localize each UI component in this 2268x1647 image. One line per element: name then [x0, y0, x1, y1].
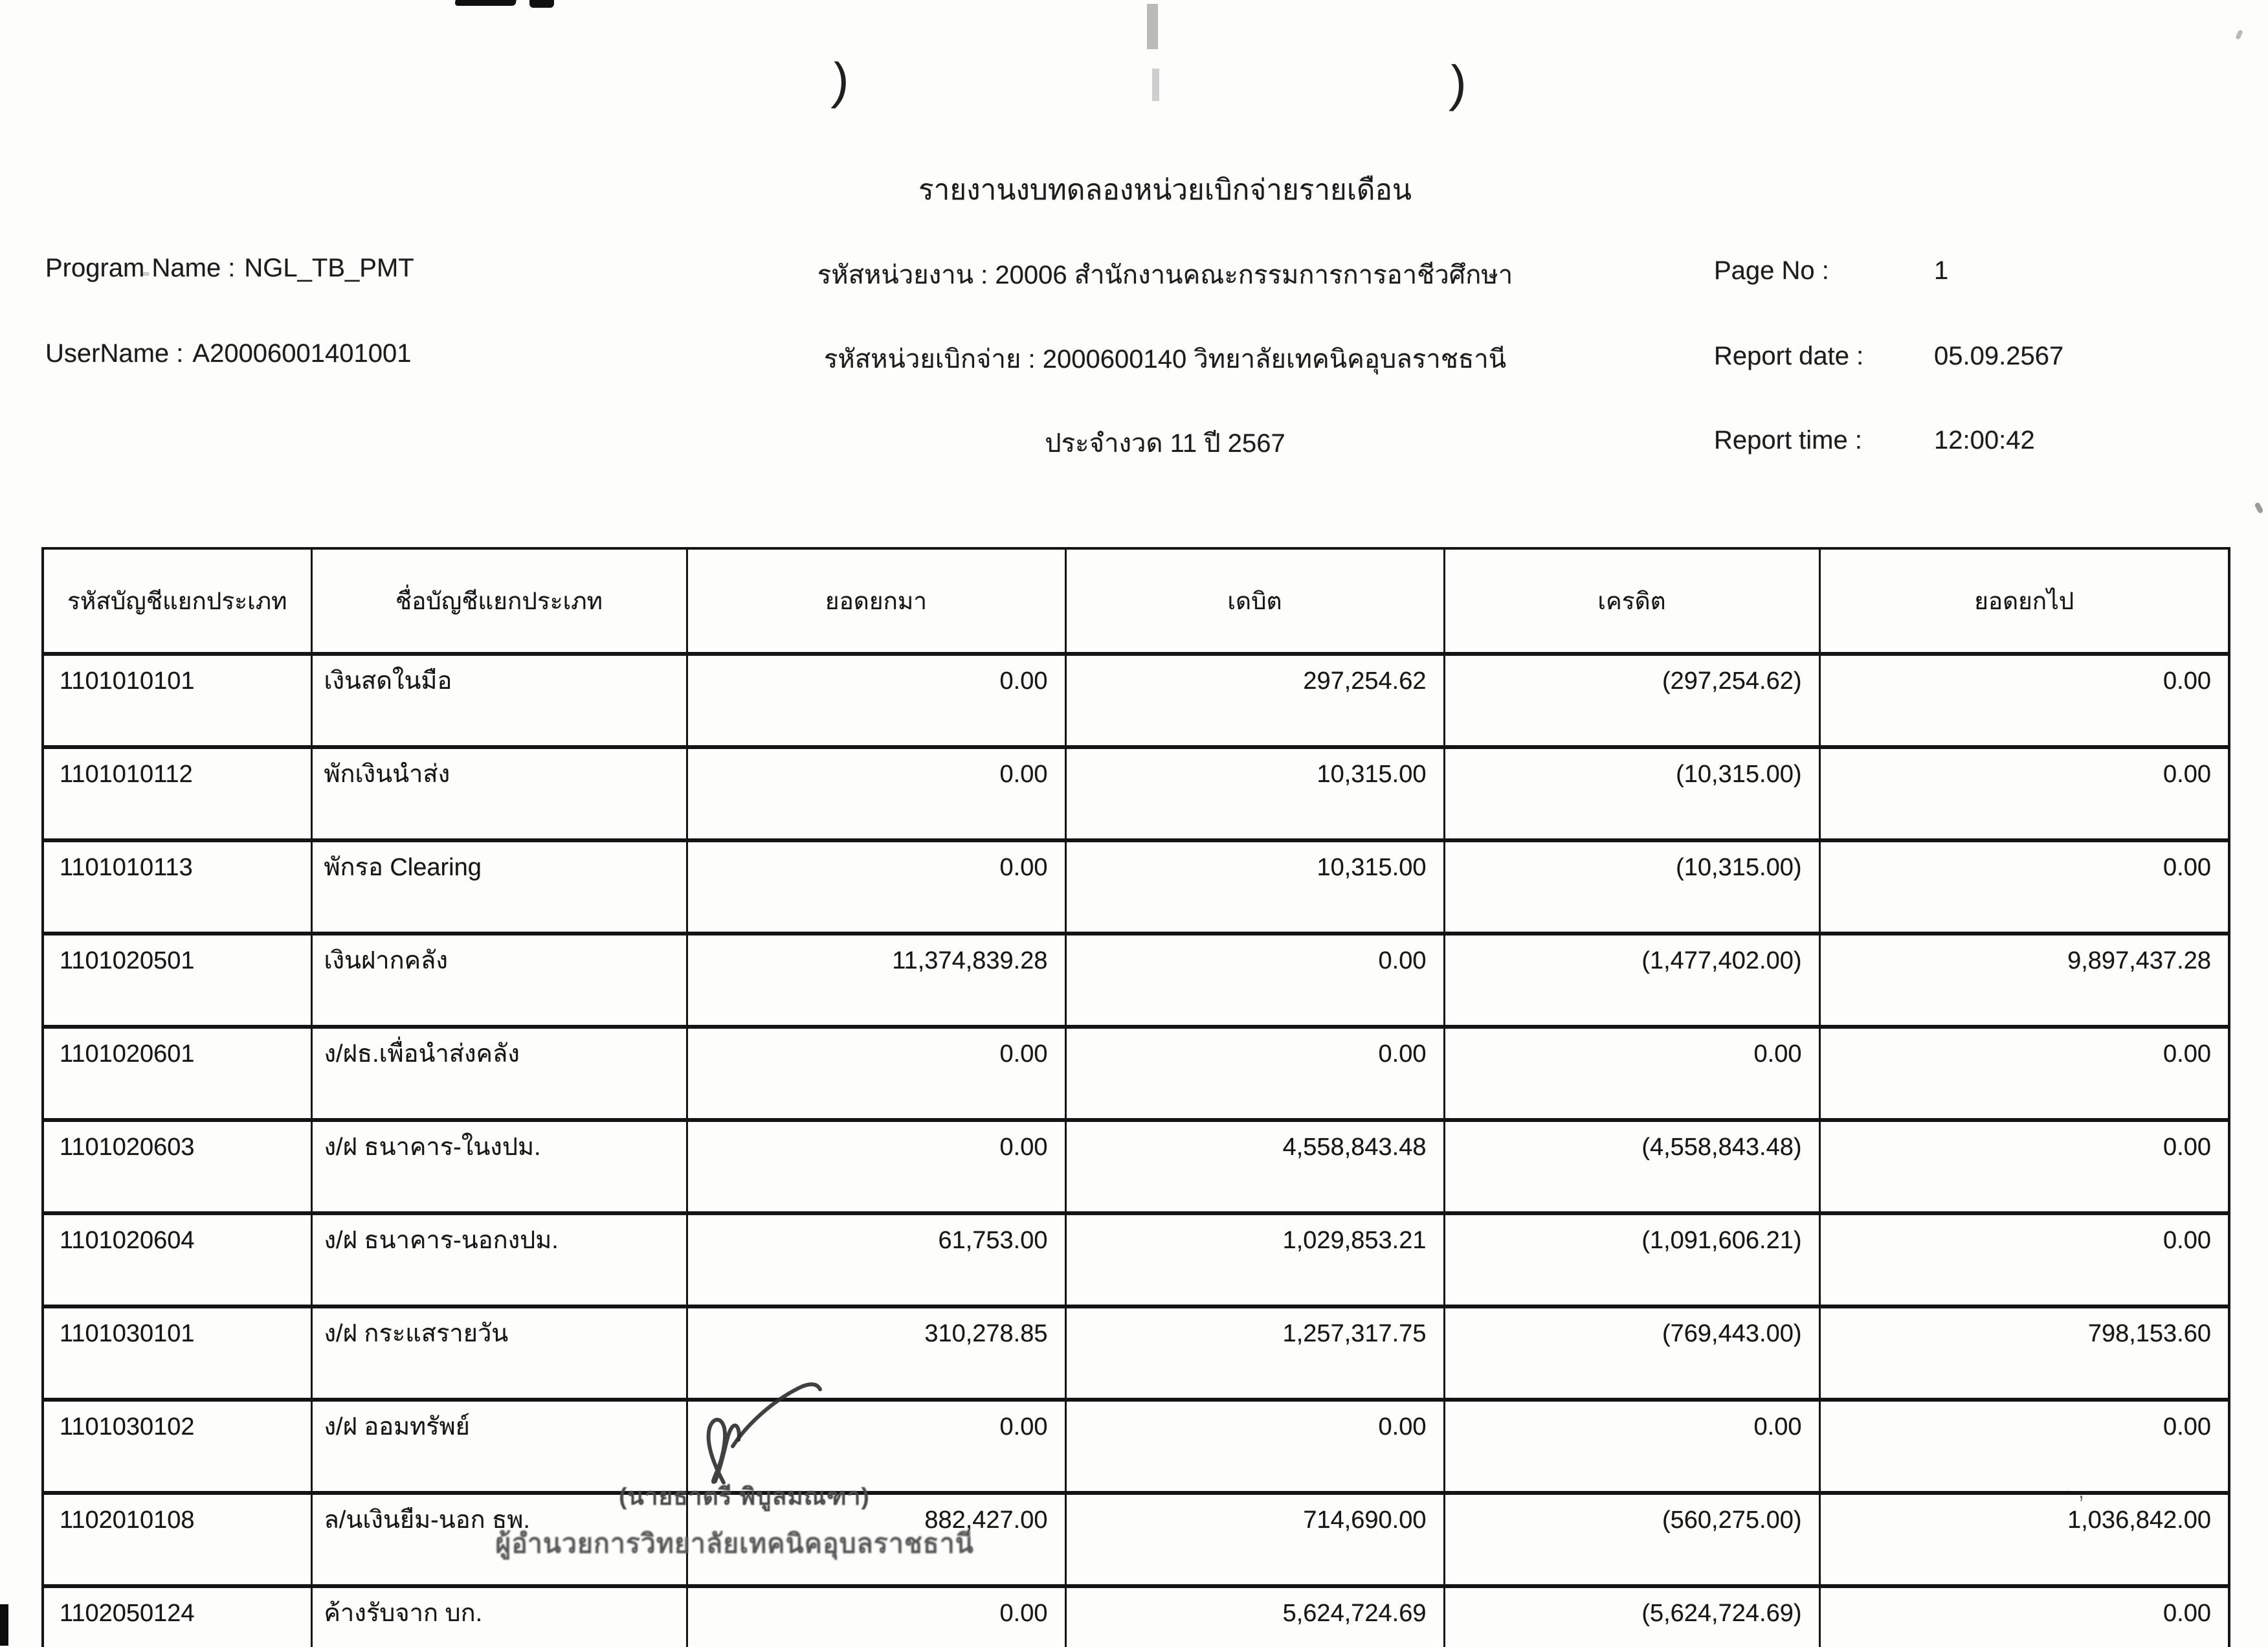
cell-account-name: เงินฝากคลัง [311, 934, 687, 1027]
column-header-account-name: ชื่อบัญชีแยกประเภท [311, 548, 687, 654]
scan-artifact-grey-dash [1152, 69, 1159, 101]
scan-artifact-top-bar-1 [454, 0, 517, 6]
disbursement-unit-line: รหัสหน่วยเบิกจ่าย : 2000600140 วิทยาลัยเทคนิคอุบลราชธานี [823, 345, 1507, 374]
cell-account-name: เงินสดในมือ [311, 654, 687, 747]
cell-ending-balance: 9,897,437.28 [1819, 934, 2229, 1027]
cell-credit: (10,315.00) [1444, 840, 1819, 934]
cell-account-name: ล/นเงินยืม-นอก ธพ. [311, 1493, 687, 1586]
table-row [43, 747, 2229, 840]
cell-account-name: ง/ฝ ธนาคาร-ในงปม. [311, 1120, 687, 1213]
signatory-name: (นายธาตรี พิบูลมณฑา) [619, 1483, 870, 1510]
scan-artifact-speck-1: · , [2065, 1479, 2085, 1503]
scan-artifact-grey-bar [1147, 4, 1158, 49]
report-time-label: Report time : [1714, 426, 1862, 454]
table-header-row [43, 548, 2229, 654]
scan-artifact-speck-2 [2235, 29, 2243, 40]
cell-ending-balance: 0.00 [1819, 654, 2229, 747]
cell-ending-balance: 0.00 [1819, 1213, 2229, 1306]
cell-account-code: 1102010108 [43, 1493, 311, 1586]
cell-account-name: ง/ฝ ธนาคาร-นอกงปม. [311, 1213, 687, 1306]
cell-account-name: พักเงินนำส่ง [311, 747, 687, 840]
cell-account-code: 1101010101 [43, 654, 311, 747]
cell-carry-forward: 310,278.85 [687, 1306, 1065, 1400]
cell-carry-forward: 11,374,839.28 [687, 934, 1065, 1027]
cell-credit: (4,558,843.48) [1444, 1120, 1819, 1213]
column-header-account-code: รหัสบัญชีแยกประเภท [43, 548, 311, 654]
table-row [43, 1213, 2229, 1306]
cell-debit: 0.00 [1065, 1400, 1444, 1493]
cell-carry-forward: 882,427.00 [687, 1493, 1065, 1586]
table-row [43, 1027, 2229, 1120]
report-date-value: 05.09.2567 [1934, 342, 2064, 370]
page-no-line [1714, 256, 2232, 286]
cell-ending-balance: 0.00 [1819, 1586, 2229, 1647]
cell-debit: 0.00 [1065, 1027, 1444, 1120]
cell-ending-balance: 0.00 [1819, 1027, 2229, 1120]
cell-account-code: 1101030102 [43, 1400, 311, 1493]
agency-code-line: รหัสหน่วยงาน : 20006 สำนักงานคณะกรรมการการอาชีวศึกษา [817, 261, 1513, 289]
cell-account-code: 1101020604 [43, 1213, 311, 1306]
page-no-value: 1 [1934, 256, 1949, 285]
cell-carry-forward: 0.00 [687, 840, 1065, 934]
table-row [43, 1120, 2229, 1213]
cell-carry-forward: 0.00 [687, 1400, 1065, 1493]
cell-account-name: ค้างรับจาก บก. [311, 1586, 687, 1647]
username-label: UserName : [45, 339, 184, 368]
cell-carry-forward: 61,753.00 [687, 1213, 1065, 1306]
scan-artifact-top-bar-2 [529, 0, 554, 8]
scan-artifact-paren-right: ) [1448, 54, 1469, 113]
table-body [43, 654, 2229, 1647]
program-name-line [45, 254, 414, 283]
username-line [45, 339, 412, 368]
scan-artifact-speck-3 [2254, 502, 2263, 514]
column-header-ending-balance: ยอดยกไป [1819, 548, 2229, 654]
scan-artifact-corner-bar [0, 1604, 8, 1646]
cell-account-code: 1101010113 [43, 840, 311, 934]
cell-credit: (560,275.00) [1444, 1493, 1819, 1586]
cell-debit: 10,315.00 [1065, 747, 1444, 840]
report-time-value: 12:00:42 [1934, 426, 2035, 454]
cell-debit: 297,254.62 [1065, 654, 1444, 747]
cell-account-name: ง/ฝ ออมทรัพย์ [311, 1400, 687, 1493]
table-row [43, 1306, 2229, 1400]
cell-account-code: 1101020501 [43, 934, 311, 1027]
report-date-line [1714, 342, 2232, 371]
table-row [43, 1493, 2229, 1586]
cell-account-code: 1101020603 [43, 1120, 311, 1213]
cell-debit: 10,315.00 [1065, 840, 1444, 934]
cell-debit: 5,624,724.69 [1065, 1586, 1444, 1647]
cell-credit: (1,091,606.21) [1444, 1213, 1819, 1306]
cell-credit: 0.00 [1444, 1027, 1819, 1120]
trial-balance-table [41, 547, 2230, 1647]
cell-carry-forward: 0.00 [687, 1120, 1065, 1213]
cell-ending-balance: 0.00 [1819, 840, 2229, 934]
cell-ending-balance: 0.00 [1819, 747, 2229, 840]
table-row [43, 840, 2229, 934]
report-title: รายงานงบทดลองหน่วยเบิกจ่ายรายเดือน [918, 174, 1412, 206]
cell-carry-forward: 0.00 [687, 1027, 1065, 1120]
column-header-credit: เครดิต [1444, 548, 1819, 654]
table-row [43, 1586, 2229, 1647]
cell-debit: 0.00 [1065, 934, 1444, 1027]
cell-ending-balance: 1,036,842.00 [1819, 1493, 2229, 1586]
scan-artifact-paren-left: ) [830, 52, 852, 110]
signatory-title: ผู้อำนวยการวิทยาลัยเทคนิคอุบลราชธานี [495, 1529, 974, 1558]
cell-account-code: 1101030101 [43, 1306, 311, 1400]
cell-ending-balance: 0.00 [1819, 1400, 2229, 1493]
cell-debit: 1,257,317.75 [1065, 1306, 1444, 1400]
cell-credit: (5,624,724.69) [1444, 1586, 1819, 1647]
cell-carry-forward: 0.00 [687, 654, 1065, 747]
program-name-label: Program Name : [45, 254, 236, 282]
cell-account-name: ง/ฝธ.เพื่อนำส่งคลัง [311, 1027, 687, 1120]
cell-carry-forward: 0.00 [687, 747, 1065, 840]
table-row [43, 1400, 2229, 1493]
period-line: ประจำงวด 11 ปี 2567 [1045, 429, 1285, 458]
column-header-debit: เดบิต [1065, 548, 1444, 654]
program-name-value: NGL_TB_PMT [244, 254, 414, 282]
report-date-label: Report date : [1714, 342, 1864, 370]
cell-account-code: 1102050124 [43, 1586, 311, 1647]
cell-credit: (769,443.00) [1444, 1306, 1819, 1400]
cell-debit: 1,029,853.21 [1065, 1213, 1444, 1306]
cell-debit: 4,558,843.48 [1065, 1120, 1444, 1213]
column-header-carry-forward: ยอดยกมา [687, 548, 1065, 654]
report-time-line [1714, 426, 2232, 455]
cell-ending-balance: 798,153.60 [1819, 1306, 2229, 1400]
username-value: A20006001401001 [192, 339, 412, 368]
cell-account-name: ง/ฝ กระแสรายวัน [311, 1306, 687, 1400]
table-row [43, 654, 2229, 747]
cell-credit: 0.00 [1444, 1400, 1819, 1493]
cell-credit: (10,315.00) [1444, 747, 1819, 840]
cell-account-name: พักรอ Clearing [311, 840, 687, 934]
cell-account-code: 1101010112 [43, 747, 311, 840]
cell-credit: (297,254.62) [1444, 654, 1819, 747]
cell-carry-forward: 0.00 [687, 1586, 1065, 1647]
cell-debit: 714,690.00 [1065, 1493, 1444, 1586]
cell-account-code: 1101020601 [43, 1027, 311, 1120]
table-row [43, 934, 2229, 1027]
cell-ending-balance: 0.00 [1819, 1120, 2229, 1213]
cell-credit: (1,477,402.00) [1444, 934, 1819, 1027]
signature-scribble [687, 1371, 849, 1494]
page-no-label: Page No : [1714, 256, 1829, 285]
